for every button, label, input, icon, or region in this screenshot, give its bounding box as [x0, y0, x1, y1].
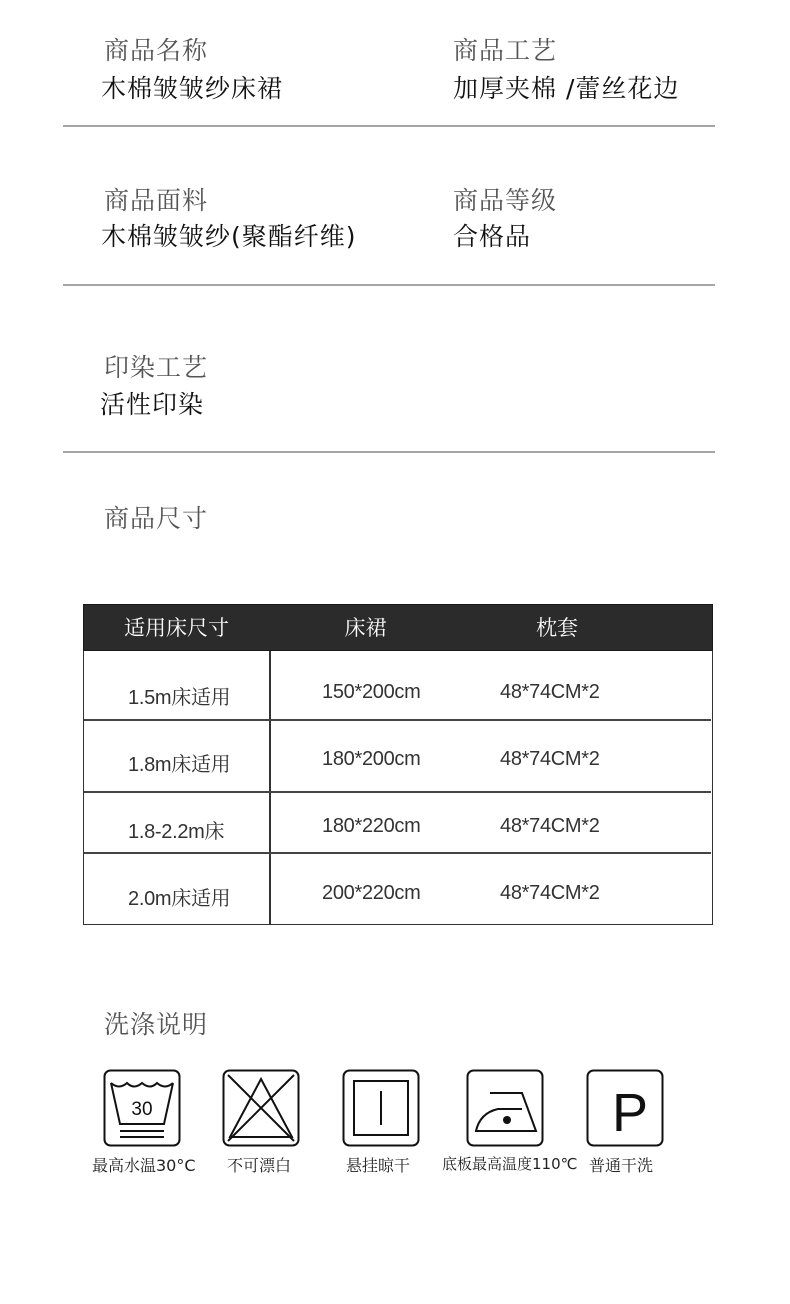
- column-divider: [269, 651, 271, 924]
- cell-bed-skirt: 150*200cm: [322, 681, 421, 703]
- grade-value: 合格品: [453, 222, 532, 251]
- dye-value: 活性印染: [100, 390, 205, 419]
- cell-bed-size: 2.0m床适用: [128, 888, 231, 910]
- care-caption-iron: 底板最高温度110℃: [442, 1155, 578, 1173]
- size-section-title: 商品尺寸: [104, 504, 209, 533]
- table-header: [83, 604, 713, 651]
- craft-value: 加厚夹棉 /蕾丝花边: [453, 74, 680, 103]
- cell-bed-skirt: 200*220cm: [322, 882, 421, 904]
- dry-clean-letter: P: [611, 1083, 649, 1143]
- dry-clean-icon: [586, 1069, 664, 1147]
- cell-bed-size: 1.8m床适用: [128, 754, 231, 776]
- fabric-label: 商品面料: [104, 186, 209, 215]
- hang-dry-icon: [342, 1069, 420, 1147]
- cell-bed-skirt: 180*220cm: [322, 815, 421, 837]
- care-section-title: 洗涤说明: [104, 1010, 209, 1039]
- care-caption-dryclean: 普通干洗: [589, 1156, 654, 1175]
- grade-label: 商品等级: [453, 186, 558, 215]
- table-body: [83, 651, 713, 925]
- craft-label: 商品工艺: [453, 36, 558, 65]
- header-pillowcase: 枕套: [536, 616, 578, 640]
- divider: [63, 284, 715, 286]
- divider: [63, 451, 715, 453]
- iron-icon: [466, 1069, 544, 1147]
- product-name-value: 木棉皱皱纱床裙: [101, 74, 284, 103]
- cell-pillowcase: 48*74CM*2: [500, 681, 600, 703]
- dye-label: 印染工艺: [104, 353, 209, 382]
- wash-temperature-text: 30: [131, 1099, 153, 1120]
- row-divider: [84, 791, 711, 793]
- cell-bed-size: 1.8-2.2m床: [128, 821, 225, 843]
- header-bed-size: 适用床尺寸: [124, 616, 229, 640]
- no-bleach-icon: [222, 1069, 300, 1147]
- cell-bed-skirt: 180*200cm: [322, 748, 421, 770]
- divider: [63, 125, 715, 127]
- cell-pillowcase: 48*74CM*2: [500, 815, 600, 837]
- fabric-value: 木棉皱皱纱(聚酯纤维): [101, 222, 357, 251]
- row-divider: [84, 852, 711, 854]
- cell-bed-size: 1.5m床适用: [128, 687, 231, 709]
- product-name-label: 商品名称: [104, 36, 209, 65]
- cell-pillowcase: 48*74CM*2: [500, 748, 600, 770]
- cell-pillowcase: 48*74CM*2: [500, 882, 600, 904]
- wash-30-icon: [103, 1069, 181, 1147]
- care-caption-bleach: 不可漂白: [227, 1156, 292, 1175]
- care-caption-dry: 悬挂晾干: [346, 1156, 411, 1175]
- size-table: [83, 604, 713, 925]
- header-bed-skirt: 床裙: [344, 616, 387, 640]
- row-divider: [84, 719, 711, 721]
- care-caption-wash: 最高水温30°C: [92, 1156, 196, 1175]
